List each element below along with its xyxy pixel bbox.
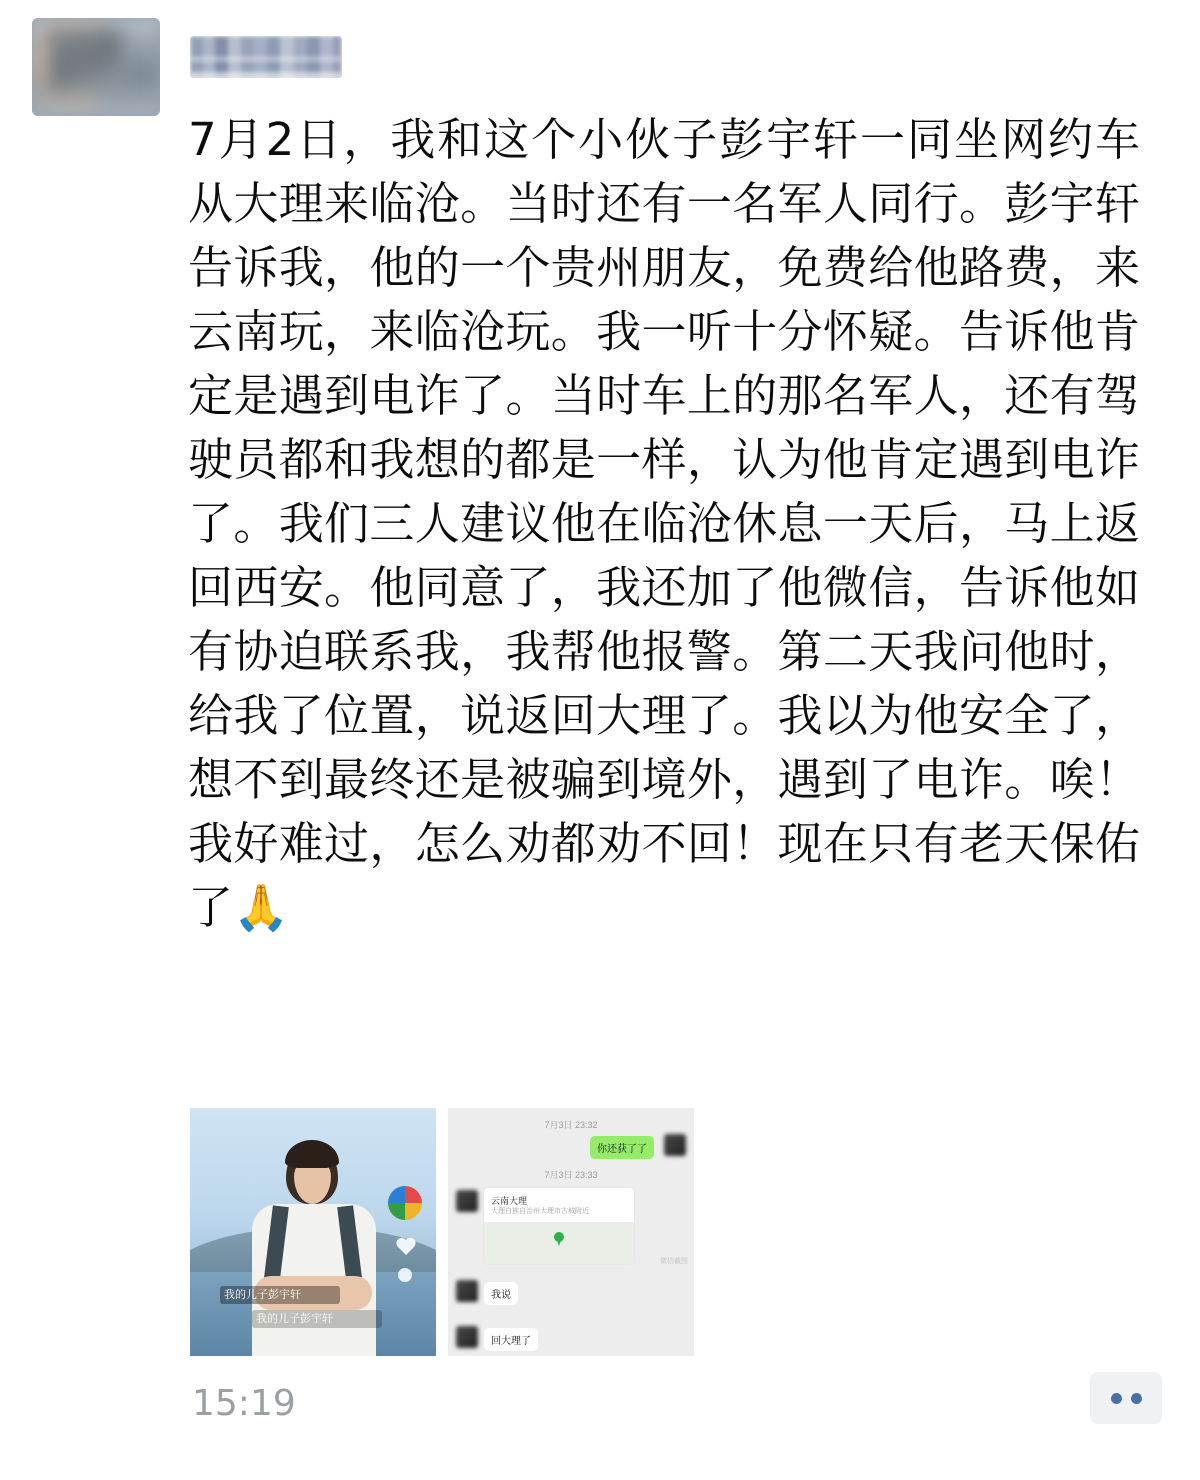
chat-timestamp-mid: 7月3日 23:33 (544, 1170, 598, 1180)
chat-timestamp-top: 7月3日 23:32 (544, 1120, 598, 1130)
post-timestamp: 15:19 (192, 1383, 296, 1424)
chat-bubble-incoming: 我说 (484, 1282, 518, 1305)
location-map (484, 1222, 634, 1264)
more-dots-icon (1111, 1393, 1122, 1404)
image-thumbnail-person[interactable] (190, 1108, 436, 1356)
photo-caption-2: 我的儿子彭宇轩 (256, 1313, 333, 1325)
photo-caption-1: 我的儿子彭宇轩 (224, 1289, 301, 1301)
more-dots-icon-2 (1131, 1393, 1142, 1404)
more-actions-button[interactable] (1090, 1372, 1162, 1424)
chat-avatar-left (456, 1190, 478, 1212)
location-subtitle: 大理白族自治州大理市古城附近 (491, 1208, 589, 1215)
author-name[interactable] (190, 36, 342, 78)
location-pin-icon (554, 1232, 564, 1242)
balloon-icon (388, 1186, 422, 1220)
chat-location-card[interactable] (484, 1188, 634, 1264)
avatar[interactable] (32, 18, 160, 116)
chat-watermark: 微信截图 (660, 1258, 688, 1265)
avatar-blur-layer-inner (47, 28, 121, 97)
chat-avatar-left-2 (456, 1280, 478, 1302)
image-thumbnail-chat[interactable] (448, 1108, 694, 1356)
image-grid (190, 1108, 694, 1356)
more-dots-icon (398, 1268, 412, 1282)
author-name-mosaic-overlay (190, 36, 342, 78)
chat-avatar-right (664, 1134, 686, 1156)
location-title: 云南大理 (491, 1196, 528, 1206)
post-text: 7月2日，我和这个小伙子彭宇轩一同坐网约车从大理来临沧。当时还有一名军人同行。彭宇轩告诉我，他的一个贵州朋友，免费给他路费，来云南玩，来临沧玩。我一听十分怀疑。告诉他肯定是遇到电诈了。当时车上的那名军人，还有驾驶员都和我想的都是一样，认为他肯定遇到电诈了。我们三人建议他在临沧休息一天后，马上返回西安。他同意了，我还加了他微信，告诉他如有协迫联系我，我帮他报警。第二天我问他时，给我了位置，说返回大理了。我以为他安全了，想不到最终还是被骗到境外，遇到了电诈。唉！我好难过，怎么劝都劝不回！现在只有老天保佑了🙏 (188, 113, 1140, 934)
chat-avatar-left-3 (456, 1326, 478, 1348)
chat-bubble-incoming-2: 回大理了 (484, 1328, 538, 1351)
chat-bubble-outgoing: 你还获了了 (590, 1136, 654, 1159)
